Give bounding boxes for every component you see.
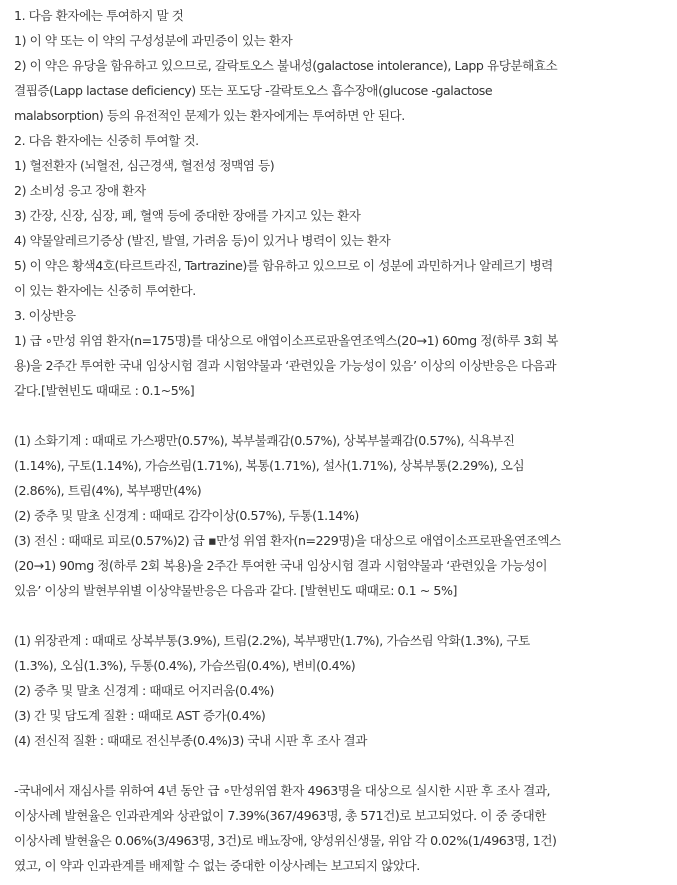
text-line: 1) 혈전환자 (뇌혈전, 심근경색, 혈전성 정맥염 등): [14, 158, 275, 173]
text-line: malabsorption) 등의 유전적인 문제가 있는 환자에게는 투여하면 안 된다.: [14, 108, 405, 123]
text-line: (1.14%), 구토(1.14%), 가슴쓰림(1.71%), 복통(1.71%), 설사(1.71%), 상복부통(2.29%), 오심: [14, 458, 525, 473]
text-line: 2) 이 약은 유당을 함유하고 있으므로, 갈락토오스 불내성(galactose intolerance), Lapp 유당분해효소: [14, 58, 558, 73]
text-line: (2.86%), 트림(4%), 복부팽만(4%): [14, 483, 202, 498]
blank-line: [14, 753, 669, 778]
section-2-heading: 2. 다음 환자에는 신중히 투여할 것.: [14, 133, 199, 148]
text-line: (2) 중추 및 말초 신경계 : 때때로 어지러움(0.4%): [14, 683, 275, 698]
text-line: 이상사례 발현율은 0.06%(3/4963명, 3건)로 배뇨장애, 양성위신생물, 위암 각 0.02%(1/4963명, 1건): [14, 833, 557, 848]
text-line: 이 있는 환자에는 신중히 투여한다.: [14, 283, 196, 298]
text-line: 용)을 2주간 투여한 국내 임상시험 결과 시험약물과 ‘관련있을 가능성이 있음’ 이상의 이상반응은 다음과: [14, 358, 557, 373]
text-line: 1) 급 ∘만성 위염 환자(n=175명)를 대상으로 애엽이소프로판올연조엑스(20→1) 60mg 정(하루 3회 복: [14, 333, 558, 348]
text-line: (3) 간 및 담도계 질환 : 때때로 AST 증가(0.4%): [14, 708, 266, 723]
text-line: (1) 소화기계 : 때때로 가스팽만(0.57%), 복부불쾌감(0.57%), 상복부불쾌감(0.57%), 식욕부진: [14, 433, 515, 448]
text-line: 같다.[발현빈도 때때로 : 0.1~5%]: [14, 383, 195, 398]
blank-line: [14, 403, 669, 428]
text-line: 4) 약물알레르기증상 (발진, 발열, 가려움 등)이 있거나 병력이 있는 환자: [14, 233, 391, 248]
text-line: 2) 소비성 응고 장애 환자: [14, 183, 146, 198]
blank-line: [14, 603, 669, 628]
text-line: (3) 전신 : 때때로 피로(0.57%)2) 급 ▪만성 위염 환자(n=229명)을 대상으로 애엽이소프로판올연조엑스: [14, 533, 561, 548]
text-line: (1) 위장관계 : 때때로 상복부통(3.9%), 트림(2.2%), 복부팽만(1.7%), 가슴쓰림 악화(1.3%), 구토: [14, 633, 530, 648]
text-line: (1.3%), 오심(1.3%), 두통(0.4%), 가슴쓰림(0.4%), 변비(0.4%): [14, 658, 356, 673]
text-line: 3) 간장, 신장, 심장, 폐, 혈액 등에 중대한 장애를 가지고 있는 환자: [14, 208, 361, 223]
text-line: 이상사례 발현율은 인과관계와 상관없이 7.39%(367/4963명, 총 571건)로 보고되었다. 이 중 중대한: [14, 808, 546, 823]
text-line: 1) 이 약 또는 이 약의 구성성분에 과민증이 있는 환자: [14, 33, 293, 48]
text-line: 5) 이 약은 황색4호(타르트라진, Tartrazine)를 함유하고 있으므로 이 성분에 과민하거나 알레르기 병력: [14, 258, 553, 273]
text-line: 결핍증(Lapp lactase deficiency) 또는 포도당 -갈락토오스 흡수장애(glucose -galactose: [14, 83, 493, 98]
section-1-heading: 1. 다음 환자에는 투여하지 말 것: [14, 8, 184, 23]
text-line: 였고, 이 약과 인과관계를 배제할 수 없는 중대한 이상사례는 보고되지 않았다.: [14, 858, 420, 873]
text-line: -국내에서 재심사를 위하여 4년 동안 급 ∘만성위염 환자 4963명을 대상으로 실시한 시판 후 조사 결과,: [14, 783, 551, 798]
text-line: (4) 전신적 질환 : 때때로 전신부종(0.4%)3) 국내 시판 후 조사 결과: [14, 733, 367, 748]
text-line: (2) 중추 및 말초 신경계 : 때때로 감각이상(0.57%), 두통(1.14%): [14, 508, 359, 523]
section-3-heading: 3. 이상반응: [14, 308, 76, 323]
text-line: (20→1) 90mg 정(하루 2회 복용)을 2주간 투여한 국내 임상시험 결과 시험약물과 ‘관련있을 가능성이: [14, 558, 548, 573]
text-line: 있음’ 이상의 발현부위별 이상약물반응은 다음과 같다. [발현빈도 때때로: 0.1 ~ 5%]: [14, 583, 457, 598]
